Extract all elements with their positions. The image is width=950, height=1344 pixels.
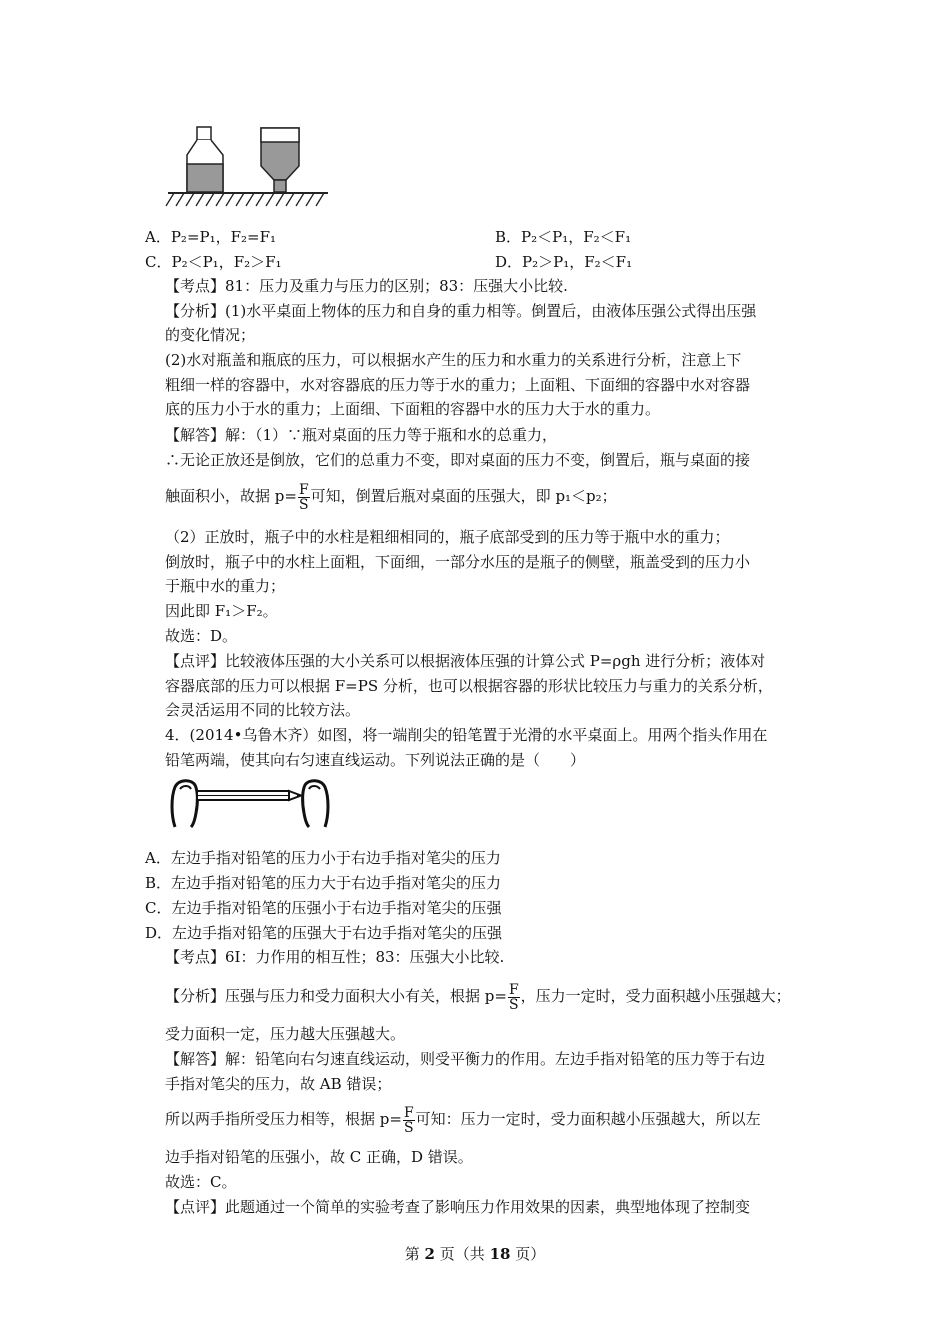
q4-jieda-line3-b: 可知：压力一定时，受力面积越小压强越大，所以左 [415, 1110, 761, 1128]
q3-jieda-line1: 【解答】解：（1）∵瓶对桌面的压力等于瓶和水的总重力， [165, 426, 558, 444]
total-pages: 18 [489, 1245, 511, 1263]
q4-fenxi-line2: 受力面积一定，压力越大压强越大。 [165, 1025, 406, 1043]
q3-jieda-line3-a: 触面积小，故据 p= [165, 487, 297, 505]
q3-fenxi-line4: 粗细一样的容器中，水对容器底的压力等于水的重力；上面粗、下面细的容器中水对容器 [165, 376, 751, 394]
upright-bottle [187, 127, 223, 192]
q3-jieda-line2: ∴无论正放还是倒放，它们的总重力不变，即对桌面的压力不变，倒置后，瓶与桌面的接 [165, 451, 751, 469]
q4-fenxi-line1-b: ，压力一定时，受力面积越小压强越大； [520, 987, 791, 1005]
q3-fenxi-line1: 【分析】(1)水平桌面上物体的压力和自身的重力相等。倒置后，由液体压强公式得出压强 [165, 302, 757, 320]
q3-jieda-line7: 因此即 F₁＞F₂。 [165, 602, 278, 620]
left-finger [172, 781, 197, 827]
bottles-figure [160, 120, 335, 212]
q3-dianping-line2: 容器底部的压力可以根据 F=PS 分析，也可以根据容器的形状比较压力与重力的关系分析， [165, 677, 773, 695]
q3-option-b[interactable]: B．P₂＜P₁，F₂＜F₁ [495, 228, 632, 246]
q4-jieda-line3-a: 所以两手指所受压力相等，根据 p= [165, 1110, 402, 1128]
q4-jieda-line1: 【解答】解：铅笔向右匀速直线运动，则受平衡力的作用。左边手指对铅笔的压力等于右边 [165, 1050, 766, 1068]
q4-dianping-line1: 【点评】此题通过一个简单的实验考查了影响压力作用效果的因素，典型地体现了控制变 [165, 1198, 751, 1216]
page-number: 2 [424, 1245, 435, 1263]
q4-option-d[interactable]: D．左边手指对铅笔的压强大于右边手指对笔尖的压强 [145, 924, 503, 942]
q4-fenxi-line1 [165, 978, 791, 1014]
q3-jieda-line5: 倒放时，瓶子中的水柱上面粗，下面细，一部分水压的是瓶子的侧壁，瓶盖受到的压力小 [165, 553, 751, 571]
right-finger [303, 781, 328, 827]
pencil-fingers-figure [165, 775, 335, 830]
q4-option-c[interactable]: C．左边手指对铅笔的压强小于右边手指对笔尖的压强 [145, 899, 502, 917]
page-footer: 第 2 页（共 18 页） [404, 1245, 546, 1263]
q3-jieda-line4: （2）正放时，瓶子中的水柱是粗细相同的，瓶子底部受到的压力等于瓶中水的重力； [165, 528, 730, 546]
q3-fenxi-line3: (2)水对瓶盖和瓶底的压力，可以根据水产生的压力和水重力的关系进行分析，注意上下 [165, 351, 742, 369]
pressure-formula: $\frac{F}{S}$ [508, 981, 519, 1013]
q4-guxuan: 故选：C。 [165, 1173, 237, 1191]
q3-dianping-line3: 会灵活运用不同的比较方法。 [165, 701, 361, 719]
q4-jieda-line4: 边手指对铅笔的压强小，故 C 正确，D 错误。 [165, 1148, 473, 1166]
q3-dianping-line1: 【点评】比较液体压强的大小关系可以根据液体压强的计算公式 P=ρgh 进行分析；液体对 [165, 652, 766, 670]
pressure-formula: $\frac{F}{S}$ [403, 1104, 414, 1136]
q3-jieda-line3-b: 可知，倒置后瓶对桌面的压强大，即 p₁＜p₂； [310, 487, 617, 505]
q4-jieda-line2: 手指对笔尖的压力，故 AB 错误； [165, 1075, 392, 1093]
q4-jieda-line3 [165, 1101, 761, 1137]
inverted-bottle [261, 128, 299, 192]
q4-stem-line1: 4．(2014•乌鲁木齐）如图，将一端削尖的铅笔置于光滑的水平桌面上。用两个指头作用在 [165, 726, 768, 744]
q4-option-b[interactable]: B．左边手指对铅笔的压力大于右边手指对笔尖的压力 [145, 874, 502, 892]
q3-option-a[interactable]: A．P₂=P₁，F₂=F₁ [145, 228, 277, 246]
q4-option-a[interactable]: A．左边手指对铅笔的压力小于右边手指对笔尖的压力 [145, 849, 501, 867]
q4-stem-line2: 铅笔两端，使其向右匀速直线运动。下列说法正确的是（ ） [165, 751, 586, 769]
q3-option-d[interactable]: D．P₂＞P₁，F₂＜F₁ [495, 253, 633, 271]
q3-jieda-line6: 于瓶中水的重力； [165, 577, 286, 595]
q3-fenxi-line5: 底的压力小于水的重力；上面细、下面粗的容器中水的压力大于水的重力。 [165, 400, 661, 418]
q3-option-c[interactable]: C．P₂＜P₁，F₂＞F₁ [145, 253, 282, 271]
q4-fenxi-line1-a: 【分析】压强与压力和受力面积大小有关，根据 p= [165, 987, 507, 1005]
q3-jieda-line3 [165, 478, 617, 514]
q4-kaodian: 【考点】6I：力作用的相互性；83：压强大小比较. [165, 948, 505, 966]
q3-kaodian: 【考点】81：压力及重力与压力的区别；83：压强大小比较. [165, 277, 568, 295]
q3-fenxi-line2: 的变化情况； [165, 326, 256, 344]
pressure-formula: $\frac{F}{S}$ [298, 481, 309, 513]
q3-guxuan: 故选：D。 [165, 627, 238, 645]
